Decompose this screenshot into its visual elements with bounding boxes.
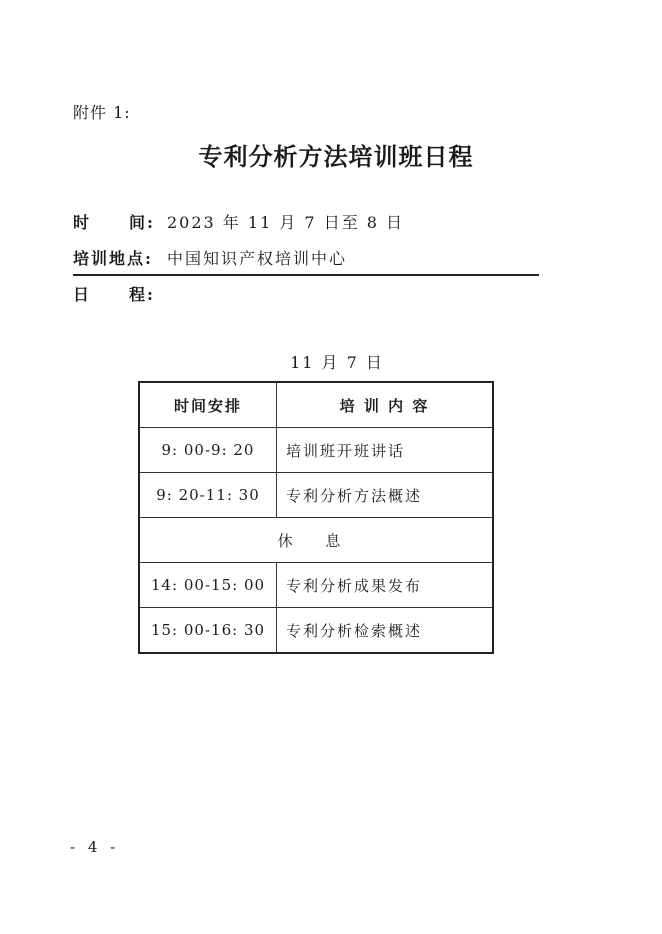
- header-content: 培 训 内 容: [277, 382, 494, 428]
- schedule-label-b: 程:: [129, 285, 155, 304]
- table-row: [139, 563, 493, 608]
- attachment-label: 附件 1:: [73, 103, 131, 122]
- day-title: 11 月 7 日: [290, 353, 384, 372]
- header-time: 时间安排: [139, 382, 277, 428]
- time-value: 2023 年 11 月 7 日至 8 日: [167, 213, 405, 232]
- row-content: 培训班开班讲话: [277, 428, 494, 473]
- row-content: 专利分析方法概述: [277, 473, 494, 518]
- table-row: [139, 608, 493, 654]
- place-label: 培训地点:: [73, 249, 153, 268]
- place-value: 中国知识产权培训中心: [167, 249, 348, 268]
- row-content: 专利分析成果发布: [277, 563, 494, 608]
- row-time: 15: 00-16: 30: [139, 608, 277, 654]
- break-cell: 休 息: [139, 518, 493, 563]
- page-title: 专利分析方法培训班日程: [198, 142, 474, 171]
- info-row-place: [73, 246, 347, 269]
- schedule-label: [73, 282, 167, 305]
- info-row-schedule: [73, 282, 167, 305]
- schedule-table: [138, 381, 494, 654]
- table-header-row: [139, 382, 493, 428]
- table-row: [139, 473, 493, 518]
- time-label-b: 间:: [129, 213, 155, 232]
- time-label: [73, 210, 167, 233]
- row-time: 9: 20-11: 30: [139, 473, 277, 518]
- table-row-break: [139, 518, 493, 563]
- info-row-time: [73, 210, 404, 233]
- table-row: [139, 428, 493, 473]
- row-time: 14: 00-15: 00: [139, 563, 277, 608]
- schedule-label-a: 日: [73, 285, 92, 304]
- horizontal-rule: [73, 274, 539, 276]
- time-label-a: 时: [73, 213, 92, 232]
- row-time: 9: 00-9: 20: [139, 428, 277, 473]
- page-number: - 4 -: [70, 838, 120, 856]
- row-content: 专利分析检索概述: [277, 608, 494, 654]
